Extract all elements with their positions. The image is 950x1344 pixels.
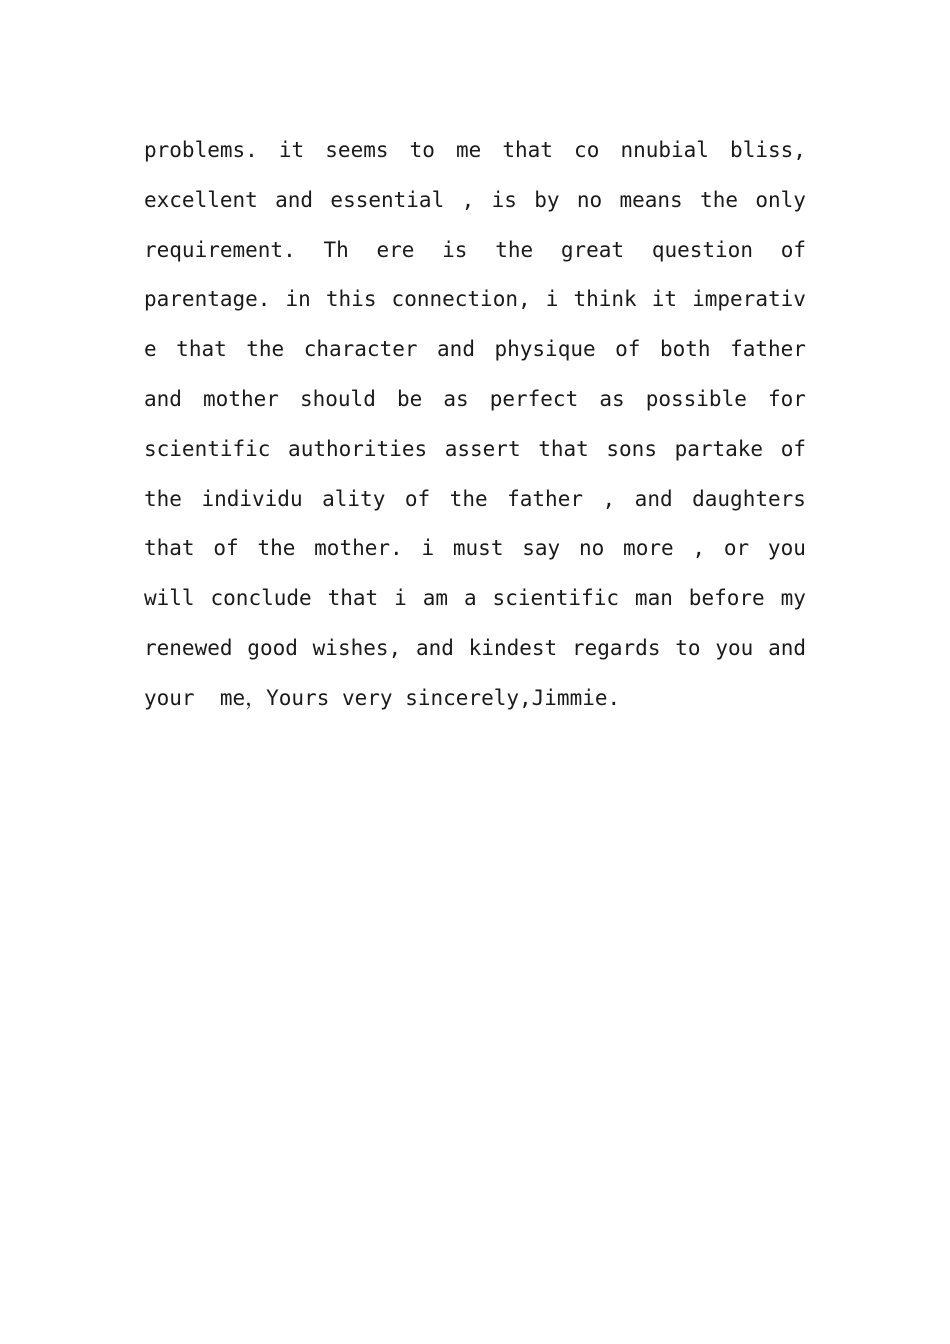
- text-line: problems. it seems to me that co nnubial bliss,: [144, 138, 806, 162]
- text-line: renewed good wishes, and kindest regards to you and: [144, 635, 806, 660]
- text-line: will conclude that i am a scientific man before my: [144, 586, 806, 611]
- text-line: scientific authorities assert that sons partake of: [144, 436, 806, 461]
- text-line: the individu ality of the father , and daughters: [144, 486, 806, 511]
- text-line: excellent and essential , is by no means the only: [144, 187, 806, 212]
- text-line: parentage. in this connection, i think it imperativ: [144, 287, 806, 312]
- text-line: that of the mother. i must say no more , or you: [144, 536, 806, 561]
- letter-body: [144, 134, 806, 732]
- text-line: and mother should be as perfect as possible for: [144, 386, 806, 411]
- text-line-signature: your me，Yours very sincerely,Jimmie.: [144, 685, 621, 710]
- text-line: e that the character and physique of both father: [144, 337, 806, 362]
- text-line: requirement. Th ere is the great question of: [144, 237, 806, 262]
